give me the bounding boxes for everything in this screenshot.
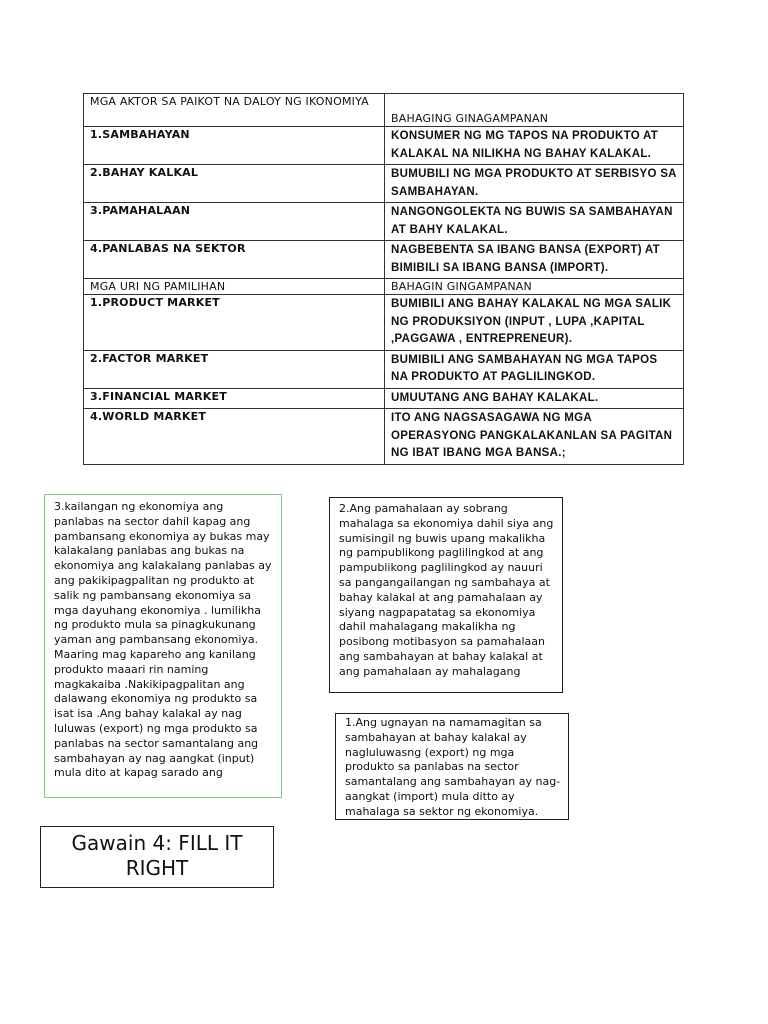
actor-cell: 4.PANLABAS NA SEKTOR	[84, 241, 385, 279]
market-cell: 3.FINANCIAL MARKET	[84, 388, 385, 409]
answer-box-1: 1.Ang ugnayan na namamagitan sa sambahayan at bahay kalakal ay nagluluwasng (export) ng mga produkto sa panlabas na sector samantalang ang sambahayan ay nag-aangkat (import) mula ditto ay mahalaga sa sektor ng ekonomiya.	[335, 713, 569, 820]
header-actors: MGA AKTOR SA PAIKOT NA DALOY NG IKONOMIYA	[84, 94, 385, 127]
table-row	[84, 409, 684, 465]
answer-box-3: 3.kailangan ng ekonomiya ang panlabas na sector dahil kapag ang pambansang ekonomiya ay bukas may kalakalang panlabas ang bukas na ekonomiya ang kalakalang panlabas ay ang pakikipagpalitan ng produkto at salik ng pambansang ekonomiya sa mga dayuhang ekonomiya . lumilikha ng produkto mula sa pinagkukunang yaman ang pambansang ekonomiya. Maaring mag kapareho ang kanilang produkto maaari rin naming magkakaiba .Nakikipagpalitan ang dalawang ekonomiya ng produkto sa isat isa .Ang bahay kalakal ay nag luluwas (export) ng mga produkto sa panlabas na sector samantalang ang sambahayan ay nag aangkat (input) mula dito at kapag sarado ang	[44, 494, 282, 798]
role-cell: BUMIBILI ANG SAMBAHAYAN NG MGA TAPOS NA PRODUKTO AT PAGLILINGKOD.	[385, 350, 684, 388]
actor-cell: 3.PAMAHALAAN	[84, 203, 385, 241]
role-cell: KONSUMER NG MG TAPOS NA PRODUKTO AT KALAKAL NA NILIKHA NG BAHAY KALAKAL.	[385, 127, 684, 165]
header-markets: MGA URI NG PAMILIHAN	[84, 279, 385, 295]
role-cell: NANGONGOLEKTA NG BUWIS SA SAMBAHAYAN AT BAHY KALAKAL.	[385, 203, 684, 241]
table-row	[84, 241, 684, 279]
table-row	[84, 295, 684, 351]
activity-title-box: Gawain 4: FILL IT RIGHT	[40, 826, 274, 888]
header-market-role: BAHAGIN GINGAMPANAN	[385, 279, 684, 295]
table-header-row	[84, 94, 684, 127]
market-cell: 2.FACTOR MARKET	[84, 350, 385, 388]
economy-actors-table	[83, 93, 684, 465]
market-cell: 1.PRODUCT MARKET	[84, 295, 385, 351]
table-row	[84, 165, 684, 203]
table-subheader-row	[84, 279, 684, 295]
answer-box-2: 2.Ang pamahalaan ay sobrang mahalaga sa ekonomiya dahil siya ang sumisingil ng buwis upang makalikha ng pampublikong paglilingkod at ang pampublikong paglilingkod ay nauuri sa pangangailangan ng sambahaya at bahay kalakal at ang pamahalaan ay siyang nagpapatatag sa ekonomiya dahil mahalagang makalikha ng posibong motibasyon sa pamahalaan ang sambahayan at bahay kalakal at ang pamahalaan ay mahalagang	[329, 497, 563, 693]
role-cell: NAGBEBENTA SA IBANG BANSA (EXPORT) AT BIMIBILI SA IBANG BANSA (IMPORT).	[385, 241, 684, 279]
role-cell: UMUUTANG ANG BAHAY KALAKAL.	[385, 388, 684, 409]
header-role: BAHAGING GINAGAMPANAN	[385, 94, 684, 127]
table-row	[84, 127, 684, 165]
actor-cell: 1.SAMBAHAYAN	[84, 127, 385, 165]
role-cell: BUMUBILI NG MGA PRODUKTO AT SERBISYO SA SAMBAHAYAN.	[385, 165, 684, 203]
table-row	[84, 203, 684, 241]
market-cell: 4.WORLD MARKET	[84, 409, 385, 465]
table-row	[84, 350, 684, 388]
role-cell: ITO ANG NAGSASAGAWA NG MGA OPERASYONG PANGKALAKANLAN SA PAGITAN NG IBAT IBANG MGA BANSA.;	[385, 409, 684, 465]
role-cell: BUMIBILI ANG BAHAY KALAKAL NG MGA SALIK NG PRODUKSIYON (INPUT , LUPA ,KAPITAL ,PAGGAWA , ENTREPRENEUR).	[385, 295, 684, 351]
table-row	[84, 388, 684, 409]
actor-cell: 2.BAHAY KALKAL	[84, 165, 385, 203]
